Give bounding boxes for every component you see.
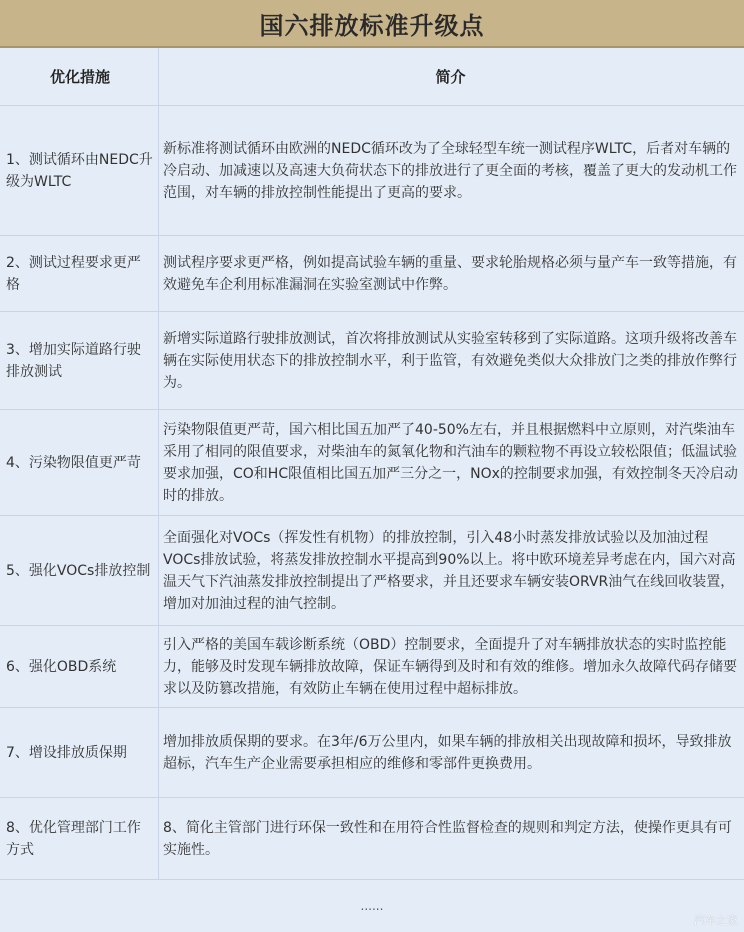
row-2-measure [0, 236, 159, 312]
row-8-measure [0, 798, 159, 880]
row-6-measure [0, 626, 159, 708]
row-3-measure-text: 3、增加实际道路行驶排放测试 [6, 341, 141, 380]
watermark: 汽车之家 [694, 914, 738, 927]
row-5-measure-text: 5、强化VOCs排放控制 [6, 562, 151, 579]
header-measure: 优化措施 [0, 48, 159, 106]
row-1-measure [0, 106, 159, 236]
row-4-measure-text: 4、污染物限值更严苛 [6, 454, 141, 471]
row-4-intro-text: 污染物限值更严苛，国六相比国五加严了40-50%左右，并且根据燃料中立原则，对汽柴油车采用了相同的限值要求，对柴油车的氮氧化物和汽油车的颗粒物不再设立较松限值；低温试验要求加强，CO和HC限值相比国五加严三分之一，NOx的控制要求加强，有效控制冬天冷启动时的排放。 [163, 421, 738, 504]
ellipsis-row [0, 880, 744, 932]
upgrade-table [0, 48, 744, 932]
row-3-measure [0, 312, 159, 410]
row-3-intro-text: 新增实际道路行驶排放测试，首次将排放测试从实验室转移到了实际道路。这项升级将改善车辆在实际使用状态下的排放控制水平，利于监管，有效避免类似大众排放门之类的排放作弊行为。 [163, 330, 737, 391]
row-5-intro [159, 516, 744, 626]
row-6-intro-text: 引入严格的美国车载诊断系统（OBD）控制要求，全面提升了对车辆排放状态的实时监控能力，能够及时发现车辆排放故障，保证车辆得到及时和有效的维修。增加永久故障代码存储要求以及防篡改措施，有效防止车辆在使用过程中超标排放。 [163, 636, 737, 697]
row-1-intro-text: 新标准将测试循环由欧洲的NEDC循环改为了全球轻型车统一测试程序WLTC，后者对车辆的冷启动、加减速以及高速大负荷状态下的排放进行了更全面的考核，覆盖了更大的发动机工作范围，对车辆的排放控制性能提出了更高的要求。 [163, 140, 737, 201]
row-1-intro [159, 106, 744, 236]
row-7-intro [159, 708, 744, 798]
row-7-measure [0, 708, 159, 798]
row-6-measure-text: 6、强化OBD系统 [6, 658, 117, 675]
row-2-intro [159, 236, 744, 312]
row-8-intro-text: 8、简化主管部门进行环保一致性和在用符合性监督检查的规则和判定方法，使操作更具有可实施性。 [163, 819, 732, 858]
row-7-measure-text: 7、增设排放质保期 [6, 744, 127, 761]
ellipsis-text: ...... [360, 899, 384, 913]
row-6-intro [159, 626, 744, 708]
header-intro: 简介 [159, 48, 744, 106]
table-title: 国六排放标准升级点 [0, 0, 744, 48]
row-5-measure [0, 516, 159, 626]
row-5-intro-text: 全面强化对VOCs（挥发性有机物）的排放控制，引入48小时蒸发排放试验以及加油过程VOCs排放试验，将蒸发排放控制水平提高到90%以上。将中欧环境差异考虑在内，国六对高温天气下汽油蒸发排放控制提出了严格要求，并且还要求车辆安装ORVR油气在线回收装置，增加对加油过程的油气控制。 [163, 529, 736, 612]
row-8-intro [159, 798, 744, 880]
row-2-intro-text: 测试程序要求更严格，例如提高试验车辆的重量、要求轮胎规格必须与量产车一致等措施，有效避免车企利用标准漏洞在实验室测试中作弊。 [163, 254, 737, 293]
row-1-measure-text: 1、测试循环由NEDC升级为WLTC [6, 151, 153, 190]
row-3-intro [159, 312, 744, 410]
row-2-measure-text: 2、测试过程要求更严格 [6, 254, 141, 293]
row-7-intro-text: 增加排放质保期的要求。在3年/6万公里内，如果车辆的排放相关出现故障和损坏，导致排放超标，汽车生产企业需要承担相应的维修和零部件更换费用。 [163, 733, 732, 772]
row-8-measure-text: 8、优化管理部门工作方式 [6, 819, 141, 858]
row-4-intro [159, 410, 744, 516]
row-4-measure [0, 410, 159, 516]
